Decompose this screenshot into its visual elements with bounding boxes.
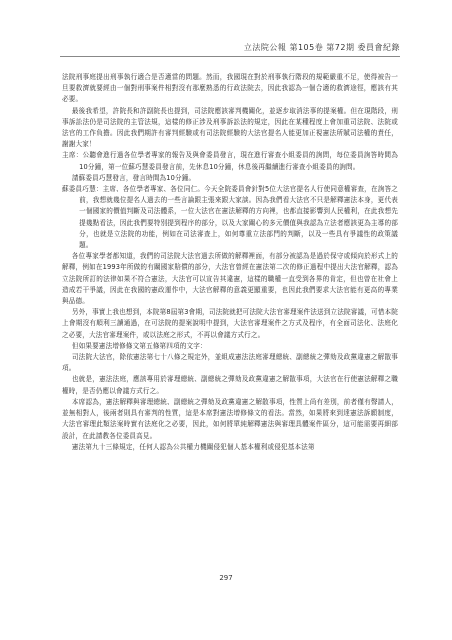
paragraph: 法院刑事庭提出刑事執行適合是否適當的問題。然而，我國現在對於刑事執行階段的規範嚴重不足，使得被告一旦要救濟就要經由一個對刑事案件相對沒有那麼熟悉的行政法院去，因此我認為一個合適的救濟途徑，應該有其必要。 xyxy=(62,73,398,104)
paragraph: 也就是，憲法法庭，應該專用於審理總統、副總統之彈劾及政黨違憲之解散事項，大法官在行使憲法解釋之職權時，是否仍應以會議方式行之。 xyxy=(62,375,398,395)
paragraph: 但如果要憲法增修條文第五條第四項的文字： xyxy=(71,341,207,350)
paragraph: 司法院大法官，除依憲法第七十八條之規定外，並組成憲法法庭審理總統、副總統之彈劾及政黨違憲之解散事項。 xyxy=(62,353,398,373)
paragraph: 各位專家學者都知道，我們的司法院大法官過去所做的解釋裡面，有部分被認為是過於保守或傾向於形式上的解釋，例如在1993年所做的有關國家賠償的部分，大法官曾經在憲法第二次的修正過程中提出大法官解釋，認為立法院所訂的法律如果不符合憲法，大法官可以宣告其違憲，這樣的職權一直受到各界的肯定，但也曾在社會上造成若干爭議，因此在我國的憲政運作中，大法官解釋的意義更顯重要，也因此我們要求大法官能有更高的專業與品德。 xyxy=(62,252,398,306)
paragraph: 主席：公聽會進行過各位學者專家的報告及與會委員發言，現在進行審查小組委員的詢問，每位委員詢答時間為10分鐘，第一位蘇巧慧委員發言前，先休息10分鐘，休息後再繼續進行審查小組委員的詢問。 xyxy=(62,151,398,171)
header-rule xyxy=(60,56,400,57)
page-number: 297 xyxy=(219,574,233,582)
paragraph: 最後我希望，許院長和許副院長也提到，司法院應該審判機關化，並逐步取消法事的提案權。但在現階段，刑事訴訟法仍是司法院的主管法規，這樣的修正涉及刑事訴訟法的規定，因此在某種程度上會加重司法院、法院或法官的工作負擔。因此我們期許有審判經驗或有司法院經驗的大法官提名人能更加正視憲法所賦司法權的責任，謝謝大家！ xyxy=(62,106,398,149)
paragraph: 另外，事實上我也想到，本院第8屆第3會期，司法院就把可法院大法官審理案件法送到立法院審議，可惜本院上會期沒有順利三讀通過，在可法院的提案說明中提到，大法官審理案件之方式及程序，有全面司法化、法庭化之必要，大法官審理案件，或以法庭之形式，不再以會議方式行之。 xyxy=(62,308,398,339)
paragraph: 本席認為，憲法解釋與審理總統、副總統之彈劾及政黨違憲之解散事項，性質上尚有差別，前者僅有聲請人，並無相對人，後兩者則具有審判的性質，這是本席對憲法增修條文的看法。當然，如果將來到達憲法訴願制度，大法官審理此類法案時實有法庭化之必要，因此，如何將單純解釋憲法與審理具體案件區分，這可能需要再細部設計，在此請教各位委員高見。 xyxy=(62,397,398,440)
paragraph: 憲法第九十三條規定，任何人認為公共權力機關侵犯個人基本權利或侵犯基本法第 xyxy=(71,442,315,451)
document-body xyxy=(62,72,398,453)
page-header: 立法院公報 第105卷 第72期 委員會紀錄 xyxy=(243,43,400,52)
paragraph: 請蘇委員巧慧發言，發言時間為10分鐘。 xyxy=(71,173,196,182)
paragraph: 蘇委員巧慧：主席、各位學者專家、各位同仁。今天全院委員會針對5位大法官提名人行使同意權審查，在詢答之前，我想就幾位提名人過去的一些言論跟主張來跟大家談。因為我們看大法官不只是解釋憲法本身，更代表一個國家的價值判斷及司法體系，一位大法官在憲法解釋的方向裡，也都直接影響到人民權利，在此我想先提幾點看法，因此我們要特別提到程序的部分，以及大家關心的多元價值與我認為立法者應該更為主導的部分，也就是立法院的功能，例如在司法審查上，如何尊重立法部門的判斷，以及一些具有爭議性的政策議題。 xyxy=(62,185,398,250)
